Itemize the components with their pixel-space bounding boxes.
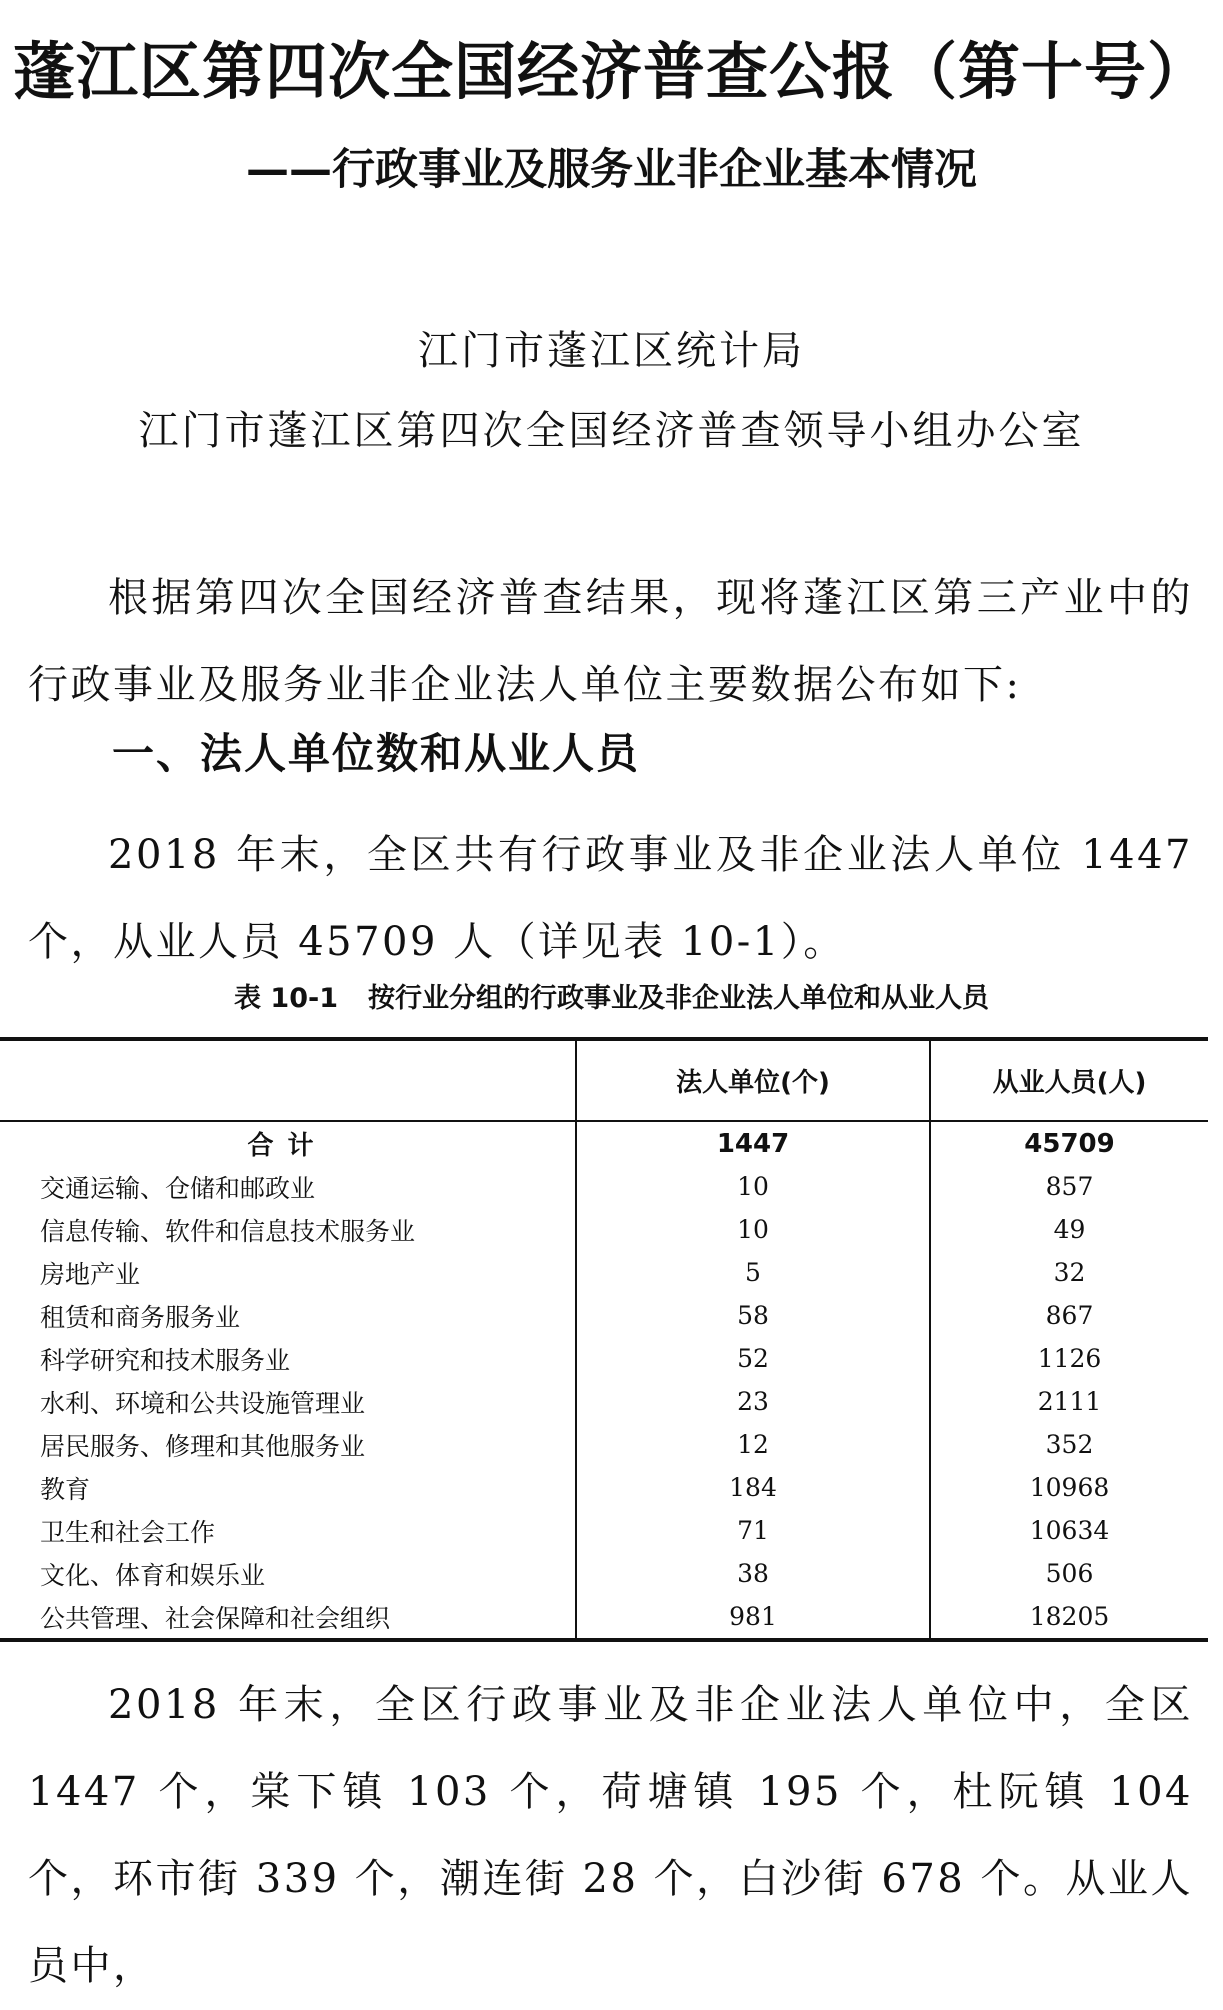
employees-cell: 49 — [930, 1208, 1208, 1251]
column-header-units: 法人单位(个) — [576, 1039, 930, 1121]
employees-cell: 506 — [930, 1552, 1208, 1595]
units-cell: 12 — [576, 1423, 930, 1466]
table-row — [0, 1380, 1208, 1423]
units-cell: 58 — [576, 1294, 930, 1337]
industry-label-cell: 租赁和商务服务业 — [40, 1302, 241, 1332]
employees-cell: 857 — [930, 1165, 1208, 1208]
employees-cell: 352 — [930, 1423, 1208, 1466]
industry-label-cell: 房地产业 — [40, 1259, 141, 1289]
units-cell: 52 — [576, 1337, 930, 1380]
table-row — [0, 1294, 1208, 1337]
industry-label-cell: 文化、体育和娱乐业 — [40, 1560, 266, 1590]
employees-cell: 1126 — [930, 1337, 1208, 1380]
units-cell: 38 — [576, 1552, 930, 1595]
employees-cell: 32 — [930, 1251, 1208, 1294]
issuer-office: 江门市蓬江区第四次全国经济普查领导小组办公室 — [138, 408, 1085, 454]
industry-label-cell: 水利、环境和公共设施管理业 — [40, 1388, 366, 1418]
units-cell: 184 — [576, 1466, 930, 1509]
table-caption — [0, 979, 1223, 1019]
employees-cell: 10968 — [930, 1466, 1208, 1509]
industry-table — [0, 1037, 1208, 1642]
units-cell: 71 — [576, 1509, 930, 1552]
employees-cell: 867 — [930, 1294, 1208, 1337]
industry-label-cell: 公共管理、社会保障和社会组织 — [0, 1595, 576, 1640]
followup-paragraph: 2018 年末，全区行政事业及非企业法人单位中，全区 1447 个，棠下镇 103 个，荷塘镇 195 个，杜阮镇 104 个，环市街 339 个，潮连街 28 个，白沙街 678 个。从业人员中， — [28, 1682, 1193, 1989]
employees-cell: 10634 — [930, 1509, 1208, 1552]
intro-paragraph: 根据第四次全国经济普查结果，现将蓬江区第三产业中的行政事业及服务业非企业法人单位主要数据公布如下: — [28, 575, 1193, 708]
table-row — [0, 1208, 1208, 1251]
employees-cell: 18205 — [930, 1595, 1208, 1640]
table-row — [0, 1509, 1208, 1552]
industry-label-cell: 信息传输、软件和信息技术服务业 — [40, 1216, 416, 1246]
table-row — [0, 1466, 1208, 1509]
units-cell: 10 — [576, 1165, 930, 1208]
issuer-bureau: 江门市蓬江区统计局 — [418, 328, 805, 374]
page-subtitle: ——行政事业及服务业非企业基本情况 — [246, 145, 977, 195]
industry-label-cell: 卫生和社会工作 — [40, 1517, 216, 1547]
column-header-employees: 从业人员(人) — [930, 1039, 1208, 1121]
units-cell: 981 — [576, 1595, 930, 1640]
table-row — [0, 1251, 1208, 1294]
employees-cell: 2111 — [930, 1380, 1208, 1423]
section-body-paragraph: 2018 年末，全区共有行政事业及非企业法人单位 1447 个，从业人员 45709 人（详见表 10-1）。 — [28, 832, 1193, 965]
total-employees: 45709 — [930, 1121, 1208, 1165]
table-row — [0, 1595, 1208, 1640]
total-units: 1447 — [576, 1121, 930, 1165]
table-number: 表 10-1 — [234, 983, 338, 1014]
table-total-row — [0, 1121, 1208, 1165]
units-cell: 23 — [576, 1380, 930, 1423]
table-header-row — [0, 1039, 1208, 1121]
table-title: 按行业分组的行政事业及非企业法人单位和从业人员 — [367, 983, 989, 1014]
table-row — [0, 1423, 1208, 1466]
table-row — [0, 1337, 1208, 1380]
page-title: 蓬江区第四次全国经济普查公报（第十号） — [12, 35, 1210, 108]
industry-label-cell: 交通运输、仓储和邮政业 — [40, 1173, 316, 1203]
column-header-industry — [0, 1039, 576, 1121]
industry-label-cell: 科学研究和技术服务业 — [40, 1345, 291, 1375]
section-heading: 一、法人单位数和从业人员 — [112, 729, 641, 778]
units-cell: 5 — [576, 1251, 930, 1294]
industry-label-cell: 教育 — [40, 1474, 91, 1504]
total-label: 合计 — [247, 1131, 328, 1161]
industry-label-cell: 居民服务、修理和其他服务业 — [40, 1431, 366, 1461]
table-row — [0, 1165, 1208, 1208]
table-row — [0, 1552, 1208, 1595]
units-cell: 10 — [576, 1208, 930, 1251]
